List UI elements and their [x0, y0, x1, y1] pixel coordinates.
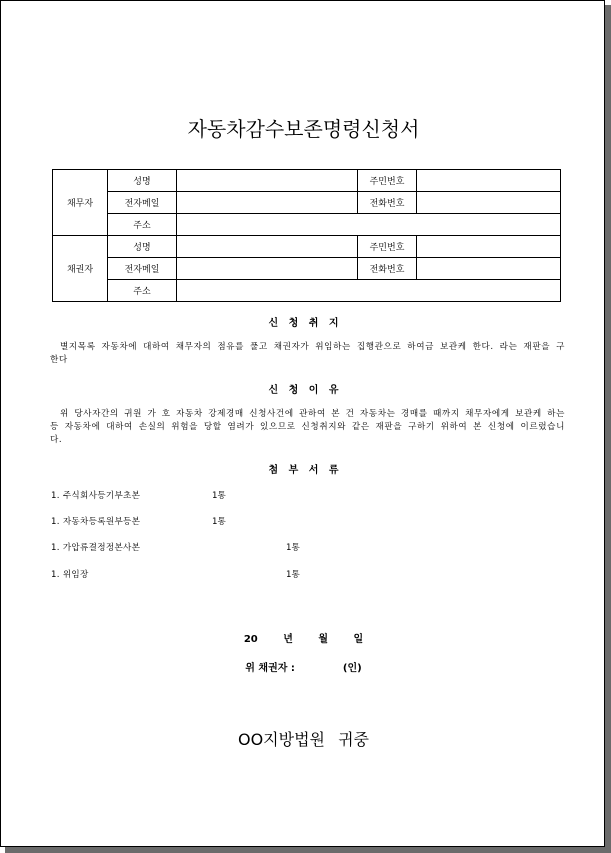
debtor-role: 채무자: [53, 170, 108, 236]
attachments-heading: 첨 부 서 류: [268, 465, 339, 476]
creditor-phone-field[interactable]: [417, 258, 561, 280]
purpose-text: 별지목록 자동차에 대하여 채무자의 점유를 풀고 채권자가 위임하는 집행관으로 하여금 보관케 한다. 라는 재판을 구한다: [50, 342, 565, 365]
creditor-id-field[interactable]: [417, 236, 561, 258]
debtor-phone-field[interactable]: [417, 192, 561, 214]
debtor-id-field[interactable]: [417, 170, 561, 192]
debtor-name-field[interactable]: [177, 170, 358, 192]
attachment-item-name: 1. 가압류결정정본사본: [51, 543, 141, 553]
seal-mark: (인): [342, 663, 362, 674]
applicant-line: [1, 659, 606, 674]
attachment-item-name: 1. 자동차등록원부등본: [51, 517, 141, 527]
date-line: 20 년 월 일: [243, 634, 364, 645]
reason-text: 위 당사자간의 귀원 가 호 자동차 강제경매 신청사건에 관하여 본 건 자동차는 경매를 때까지 채무자에게 보관케 하는 등 자동차에 대하여 손실의 위험을 당할 염려가 있으므로 신청취지와 같은 재판을 구하기 위하여 본 신청에 이르렀습니다.: [50, 409, 565, 445]
creditor-row-name: [53, 236, 561, 258]
creditor-name-field[interactable]: [177, 236, 358, 258]
purpose-heading: 신 청 취 지: [268, 318, 339, 329]
debtor-row-name: [53, 170, 561, 192]
debtor-phone-label: 전화번호: [358, 192, 417, 214]
debtor-row-address: [53, 214, 561, 236]
creditor-email-field[interactable]: [177, 258, 358, 280]
debtor-row-email: [53, 192, 561, 214]
creditor-role: 채권자: [53, 236, 108, 302]
creditor-email-label: 전자메일: [108, 258, 177, 280]
creditor-row-email: [53, 258, 561, 280]
attachment-item-qty: 1통: [212, 491, 226, 501]
attachment-item-qty: 1통: [286, 570, 300, 580]
attachment-item-name: 1. 위임장: [51, 570, 89, 580]
debtor-id-label: 주민번호: [358, 170, 417, 192]
debtor-email-label: 전자메일: [108, 192, 177, 214]
creditor-name-label: 성명: [108, 236, 177, 258]
creditor-address-label: 주소: [108, 280, 177, 302]
creditor-row-address: [53, 280, 561, 302]
creditor-phone-label: 전화번호: [358, 258, 417, 280]
debtor-email-field[interactable]: [177, 192, 358, 214]
document-title: 자동차감수보존명령신청서: [187, 117, 420, 141]
creditor-address-field[interactable]: [177, 280, 561, 302]
court-addressee: OO지방법원 귀중: [237, 730, 369, 749]
applicant-label: 위 채권자 :: [245, 663, 295, 674]
attachment-item-qty: 1통: [212, 517, 226, 527]
reason-heading: 신 청 이 유: [268, 385, 339, 396]
debtor-name-label: 성명: [108, 170, 177, 192]
debtor-address-field[interactable]: [177, 214, 561, 236]
attachment-item-qty: 1통: [286, 543, 300, 553]
debtor-address-label: 주소: [108, 214, 177, 236]
attachment-item-name: 1. 주식회사등기부초본: [51, 491, 141, 501]
parties-table: [52, 169, 561, 302]
creditor-id-label: 주민번호: [358, 236, 417, 258]
page-shadow-bottom: [5, 847, 611, 853]
